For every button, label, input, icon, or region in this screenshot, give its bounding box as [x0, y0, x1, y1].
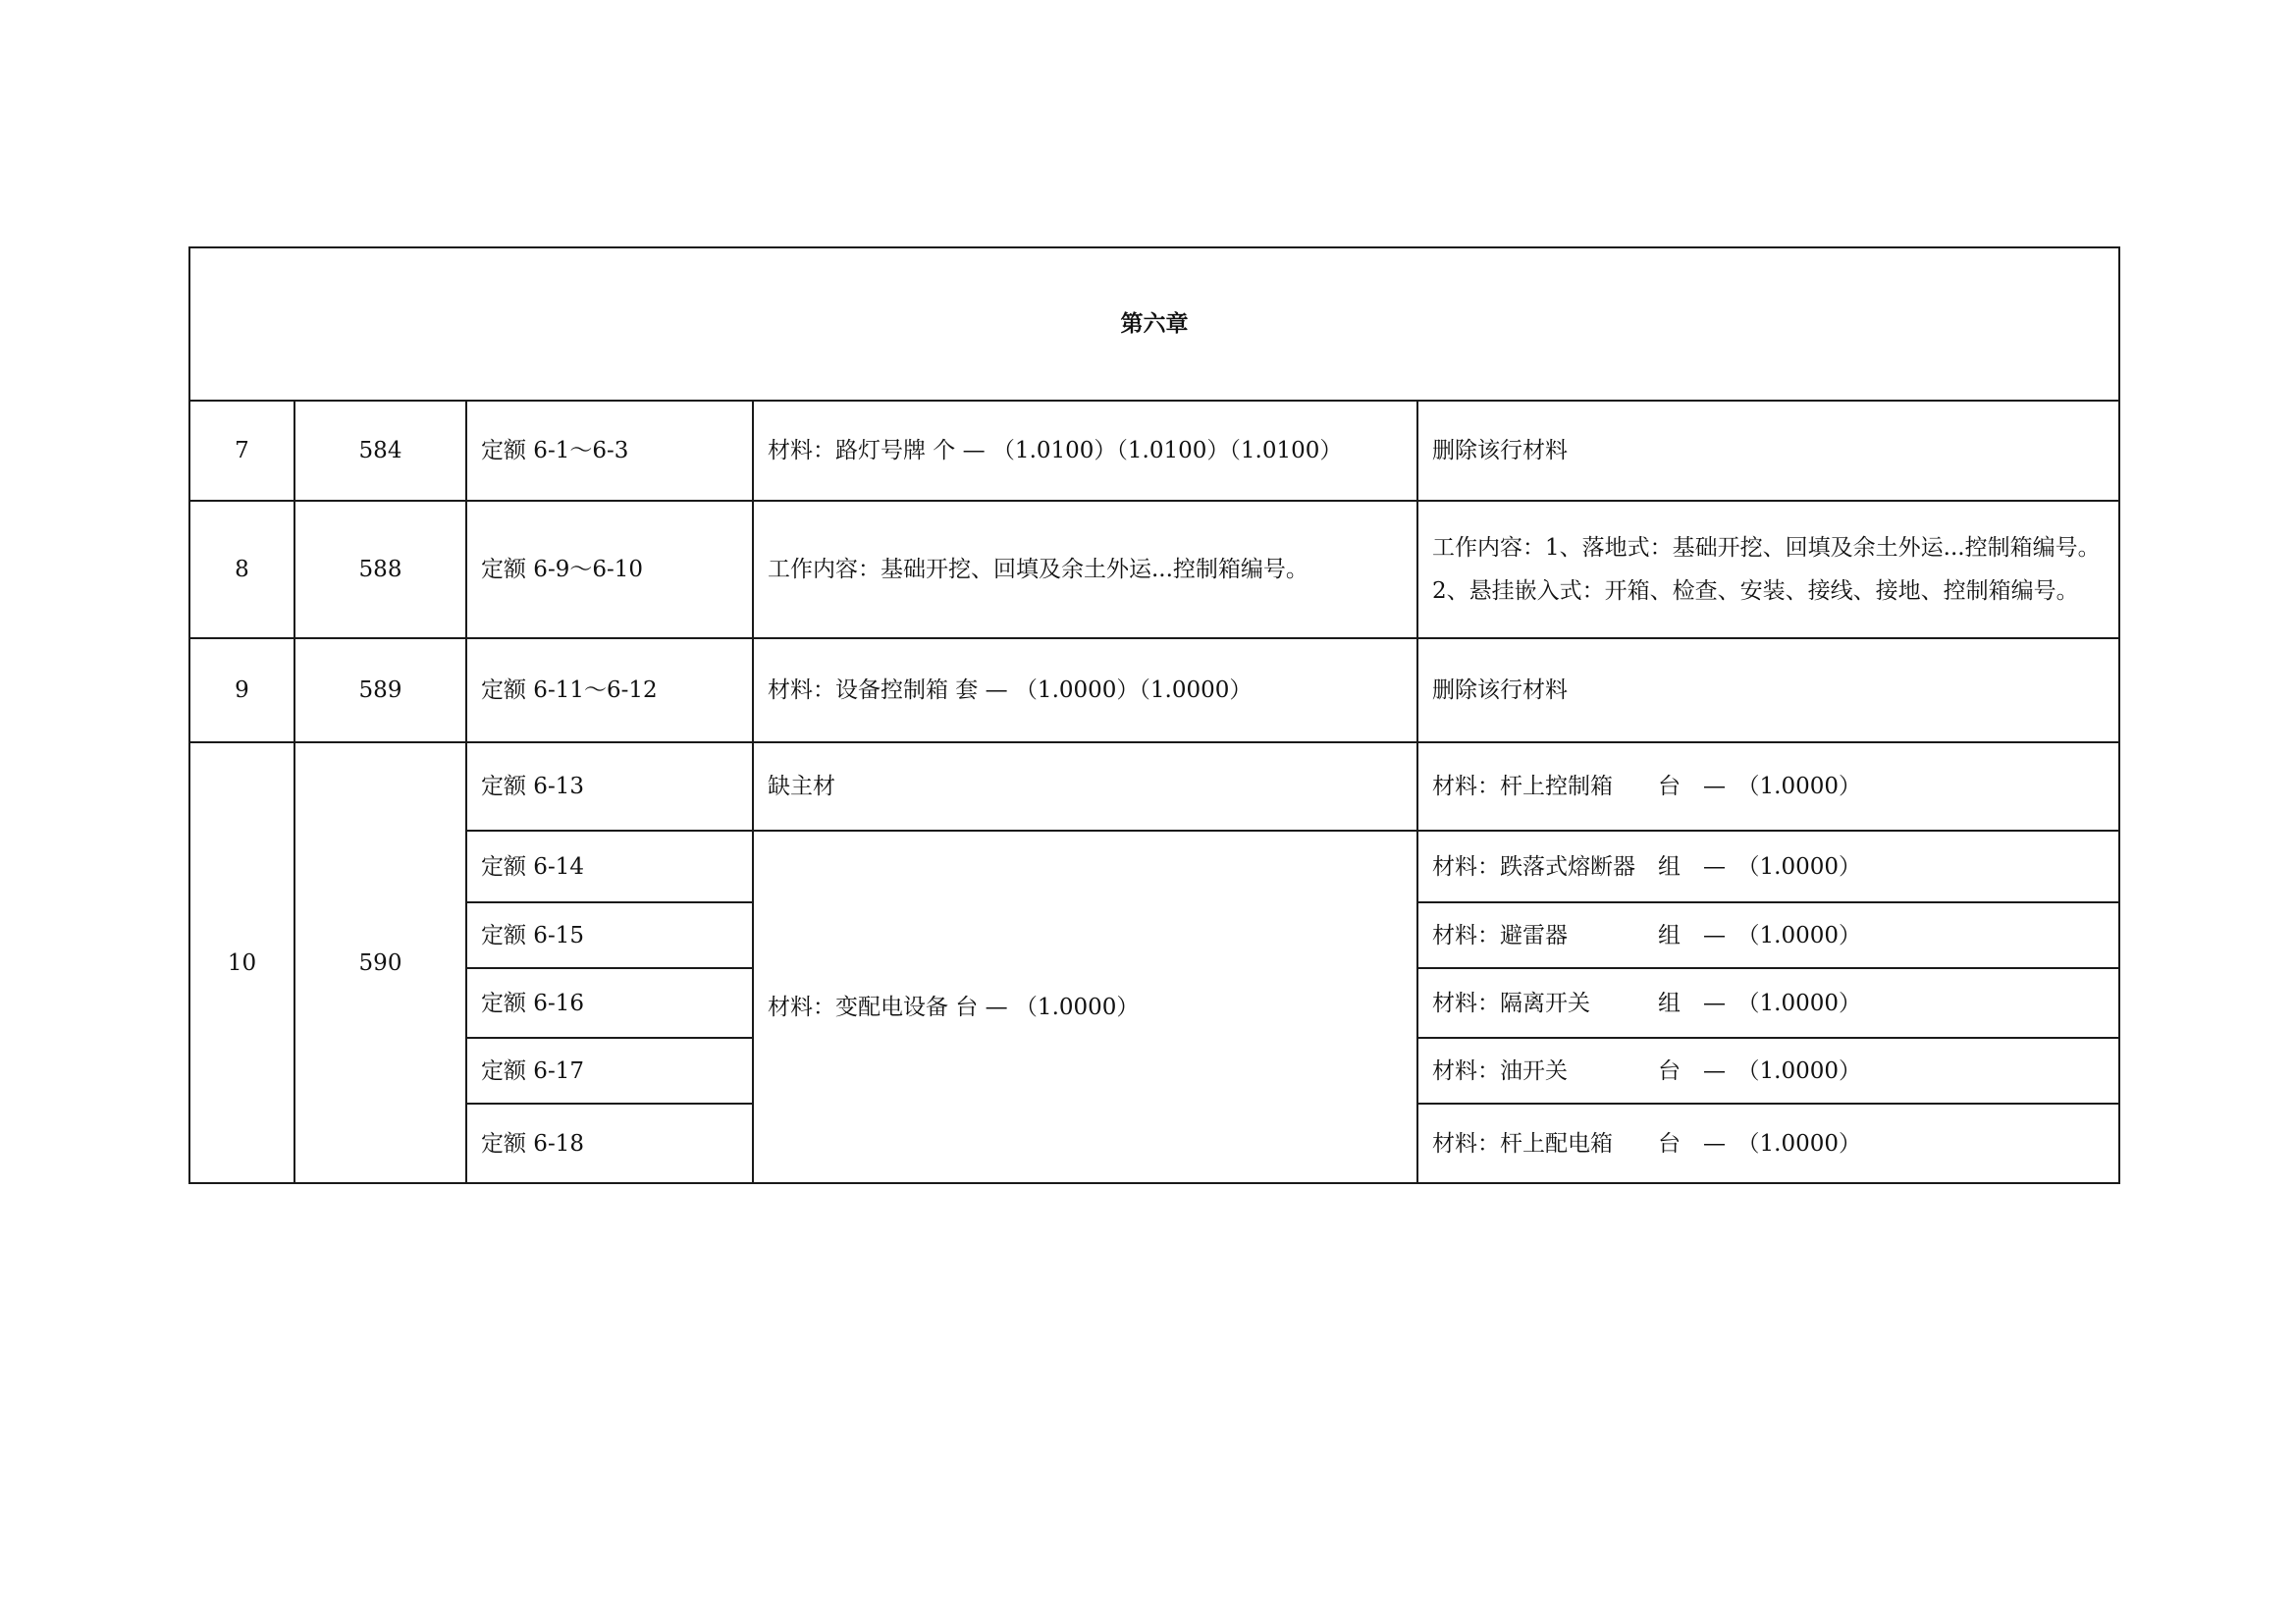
quota-code: 定额 6-17 [466, 1038, 753, 1104]
revised-text: 材料：跌落式熔断器 组 — （1.0000） [1417, 831, 2119, 902]
row-number: 10 [189, 742, 294, 1183]
revised-text: 删除该行材料 [1417, 401, 2119, 501]
page-number: 590 [294, 742, 466, 1183]
chapter-header-row [189, 247, 2119, 401]
row-number: 8 [189, 501, 294, 638]
revised-text: 材料：油开关 台 — （1.0000） [1417, 1038, 2119, 1104]
revised-text: 工作内容：1、落地式：基础开挖、回填及余土外运...控制箱编号。2、悬挂嵌入式：开箱、检查、安装、接线、接地、控制箱编号。 [1417, 501, 2119, 638]
row-number: 7 [189, 401, 294, 501]
quota-code: 定额 6-13 [466, 742, 753, 831]
revised-text: 材料：避雷器 组 — （1.0000） [1417, 902, 2119, 968]
original-text: 材料：设备控制箱 套 — （1.0000）（1.0000） [753, 638, 1417, 742]
quota-code: 定额 6-9～6-10 [466, 501, 753, 638]
quota-code: 定额 6-14 [466, 831, 753, 902]
quota-code: 定额 6-16 [466, 968, 753, 1038]
table-row [189, 501, 2119, 638]
revised-text: 材料：隔离开关 组 — （1.0000） [1417, 968, 2119, 1038]
original-text: 工作内容：基础开挖、回填及余土外运...控制箱编号。 [753, 501, 1417, 638]
revised-text: 材料：杆上控制箱 台 — （1.0000） [1417, 742, 2119, 831]
original-text: 缺主材 [753, 742, 1417, 831]
original-text: 材料：路灯号牌 个 — （1.0100）（1.0100）（1.0100） [753, 401, 1417, 501]
chapter-title: 第六章 [189, 247, 2119, 401]
quota-code: 定额 6-18 [466, 1104, 753, 1183]
table-row [189, 831, 2119, 902]
table-row [189, 638, 2119, 742]
table-row [189, 742, 2119, 831]
quota-code: 定额 6-1～6-3 [466, 401, 753, 501]
original-text: 材料：变配电设备 台 — （1.0000） [753, 831, 1417, 1183]
row-number: 9 [189, 638, 294, 742]
table-row [189, 401, 2119, 501]
quota-code: 定额 6-15 [466, 902, 753, 968]
page-number: 588 [294, 501, 466, 638]
quota-code: 定额 6-11～6-12 [466, 638, 753, 742]
page-number: 584 [294, 401, 466, 501]
errata-table [188, 246, 2120, 1184]
revised-text: 删除该行材料 [1417, 638, 2119, 742]
page-number: 589 [294, 638, 466, 742]
revised-text: 材料：杆上配电箱 台 — （1.0000） [1417, 1104, 2119, 1183]
